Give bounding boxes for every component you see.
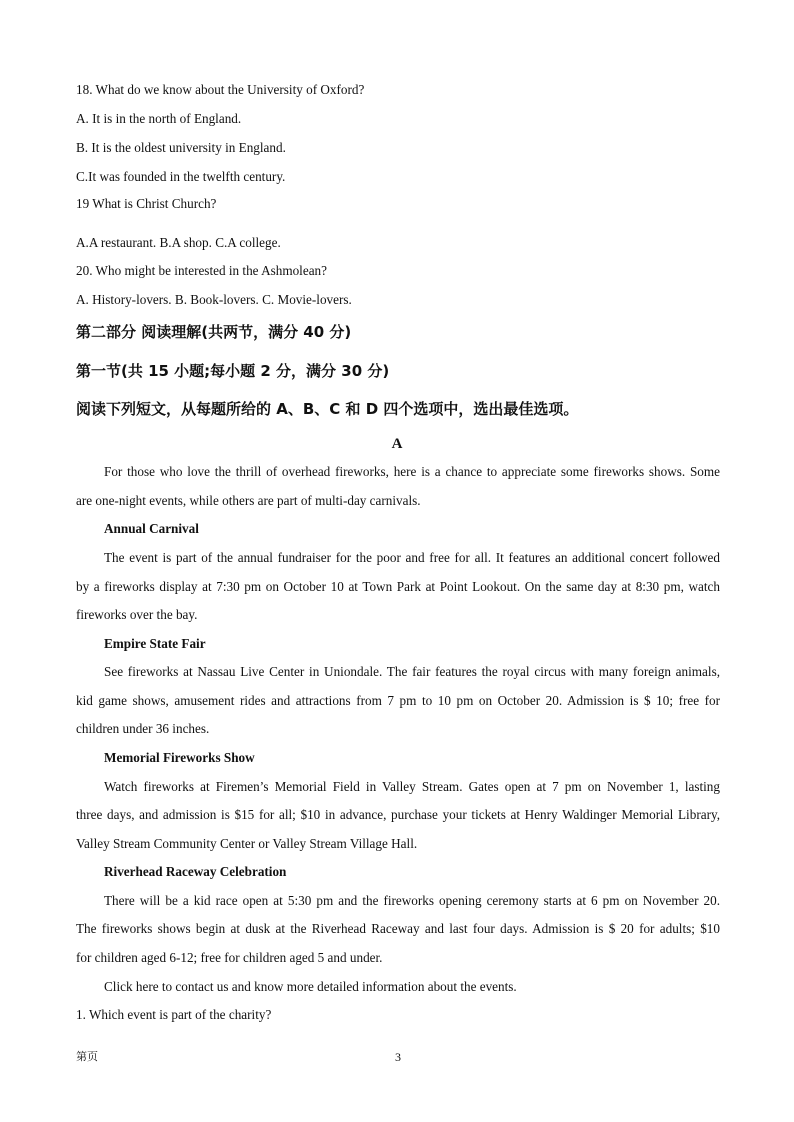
annual-carnival-line-3: fireworks over the bay. <box>76 607 198 622</box>
riverhead-raceway-line-2: The fireworks shows begin at dusk at the Riverhead Raceway and last four days. Admission is $ 20 for adults; $10 <box>76 921 720 936</box>
question-19-options: A.A restaurant. B.A shop. C.A college. <box>76 235 281 250</box>
empire-state-fair-line-3: children under 36 inches. <box>76 721 210 736</box>
footer-page-label: 第页 <box>76 1050 98 1063</box>
question-18-option-c: C.It was founded in the twelfth century. <box>76 169 286 184</box>
passage-intro-line-1: For those who love the thrill of overhead fireworks, here is a chance to appreciate some fireworks shows. Some <box>104 464 720 479</box>
annual-carnival-line-1: The event is part of the annual fundraiser for the poor and free for all. It features an additional concert followed <box>104 550 720 565</box>
memorial-fireworks-line-2: three days, and admission is $15 for all; $10 in advance, purchase your tickets at Henry Waldinger Memorial Library, <box>76 807 720 822</box>
memorial-fireworks-line-3: Valley Stream Community Center or Valley Stream Village Hall. <box>76 836 418 851</box>
annual-carnival-line-2: by a fireworks display at 7:30 pm on October 10 at Town Park at Point Lookout. On the same day at 8:30 pm, watch <box>76 579 720 594</box>
event-heading-memorial-fireworks: Memorial Fireworks Show <box>104 750 255 765</box>
question-20-options: A. History-lovers. B. Book-lovers. C. Movie-lovers. <box>76 292 352 307</box>
question-18: 18. What do we know about the University of Oxford? <box>76 82 365 97</box>
question-18-option-b: B. It is the oldest university in England. <box>76 140 286 155</box>
question-19: 19 What is Christ Church? <box>76 196 217 211</box>
event-heading-empire-state-fair: Empire State Fair <box>104 636 206 651</box>
memorial-fireworks-line-1: Watch fireworks at Firemen’s Memorial Field in Valley Stream. Gates open at 7 pm on November 1, lasting <box>104 779 720 794</box>
empire-state-fair-line-1: See fireworks at Nassau Live Center in Uniondale. The fair features the royal circus with many foreign animals, <box>104 664 720 679</box>
riverhead-raceway-line-3: for children aged 6-12; free for children aged 5 and under. <box>76 950 383 965</box>
section-instruction: 阅读下列短文，从每题所给的 A、B、C 和 D 四个选项中，选出最佳选项。 <box>76 400 579 418</box>
passage-letter: A <box>391 436 403 452</box>
question-1: 1. Which event is part of the charity? <box>76 1007 272 1022</box>
passage-closing-line: Click here to contact us and know more detailed information about the events. <box>104 979 517 994</box>
question-18-option-a: A. It is in the north of England. <box>76 111 242 126</box>
event-heading-riverhead-raceway: Riverhead Raceway Celebration <box>104 864 287 879</box>
footer-page-number: 3 <box>395 1050 401 1064</box>
section-part-title: 第二部分 阅读理解(共两节，满分 40 分) <box>76 323 352 341</box>
riverhead-raceway-line-1: There will be a kid race open at 5:30 pm and the fireworks opening ceremony starts at 6 pm on November 20. <box>104 893 720 908</box>
empire-state-fair-line-2: kid game shows, amusement rides and attractions from 7 pm to 10 pm on October 20. Admission is $ 10; free for <box>76 693 720 708</box>
section-sub-title: 第一节(共 15 小题;每小题 2 分，满分 30 分) <box>76 362 390 380</box>
passage-intro-line-2: are one-night events, while others are part of multi-day carnivals. <box>76 493 421 508</box>
event-heading-annual-carnival: Annual Carnival <box>104 521 199 536</box>
question-20: 20. Who might be interested in the Ashmolean? <box>76 263 327 278</box>
